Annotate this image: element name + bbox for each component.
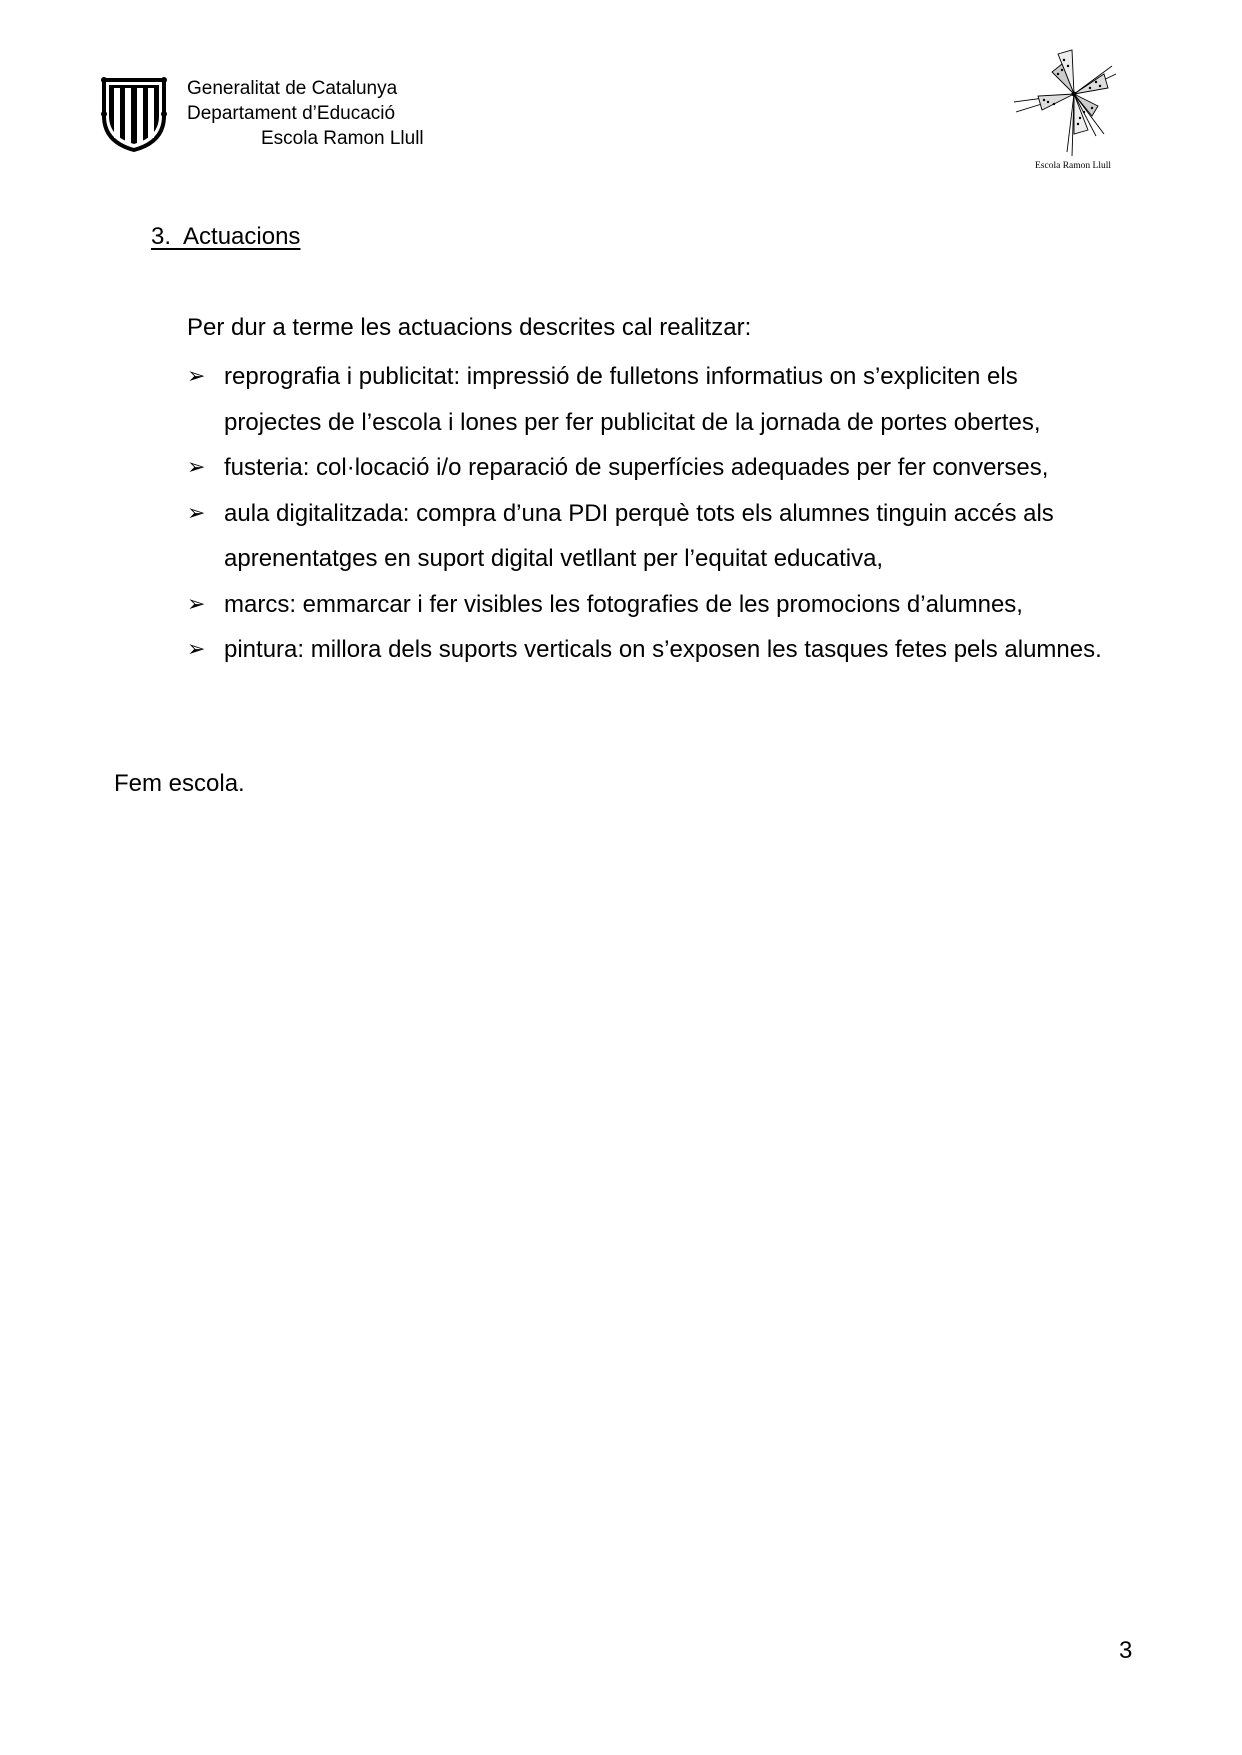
section-intro: Per dur a terme les actuacions descrites cal realitzar: <box>187 314 752 341</box>
arrow-bullet-icon: ➢ <box>187 455 206 480</box>
closing-text: Fem escola. <box>114 770 245 797</box>
generalitat-logo <box>100 76 168 152</box>
list-item-text: pintura: millora dels suports verticals on s’exposen les tasques fetes pels alumnes. <box>224 636 1102 663</box>
section-title: 3. Actuacions <box>151 223 301 250</box>
arrow-bullet-icon: ➢ <box>187 591 206 617</box>
list-item <box>187 582 1107 628</box>
actions-list <box>187 354 1107 673</box>
list-item <box>187 445 1107 491</box>
list-item-text: fusteria: col·locació i/o reparació de superfícies adequades per fer converses, <box>224 454 1049 481</box>
school-logo-caption: Escola Ramon Llull <box>1035 161 1111 171</box>
header-line-departament: Departament d’Educació <box>187 103 396 124</box>
arrow-bullet-icon: ➢ <box>187 364 206 389</box>
arrow-bullet-icon: ➢ <box>187 500 206 526</box>
header-institution <box>187 76 424 151</box>
list-item-text: reprografia i publicitat: impressió de fulletons informatius on s’expliciten els projectes de l’escola i lones per fer publicitat de la jornada de portes obertes, <box>224 363 1041 436</box>
list-item <box>187 491 1107 582</box>
header-line-generalitat: Generalitat de Catalunya <box>187 78 398 99</box>
list-item <box>187 627 1107 673</box>
page-number: 3 <box>1119 1637 1133 1664</box>
school-logo <box>1012 44 1134 174</box>
header-line-escola: Escola Ramon Llull <box>261 128 424 149</box>
arrow-bullet-icon: ➢ <box>187 637 206 662</box>
list-item <box>187 354 1107 445</box>
list-item-text: marcs: emmarcar i fer visibles les fotografies de les promocions d’alumnes, <box>224 590 1023 618</box>
list-item-text: aula digitalitzada: compra d’una PDI perquè tots els alumnes tinguin accés als aprenentatges en suport digital vetllant per l’equitat educativa, <box>224 499 1054 572</box>
